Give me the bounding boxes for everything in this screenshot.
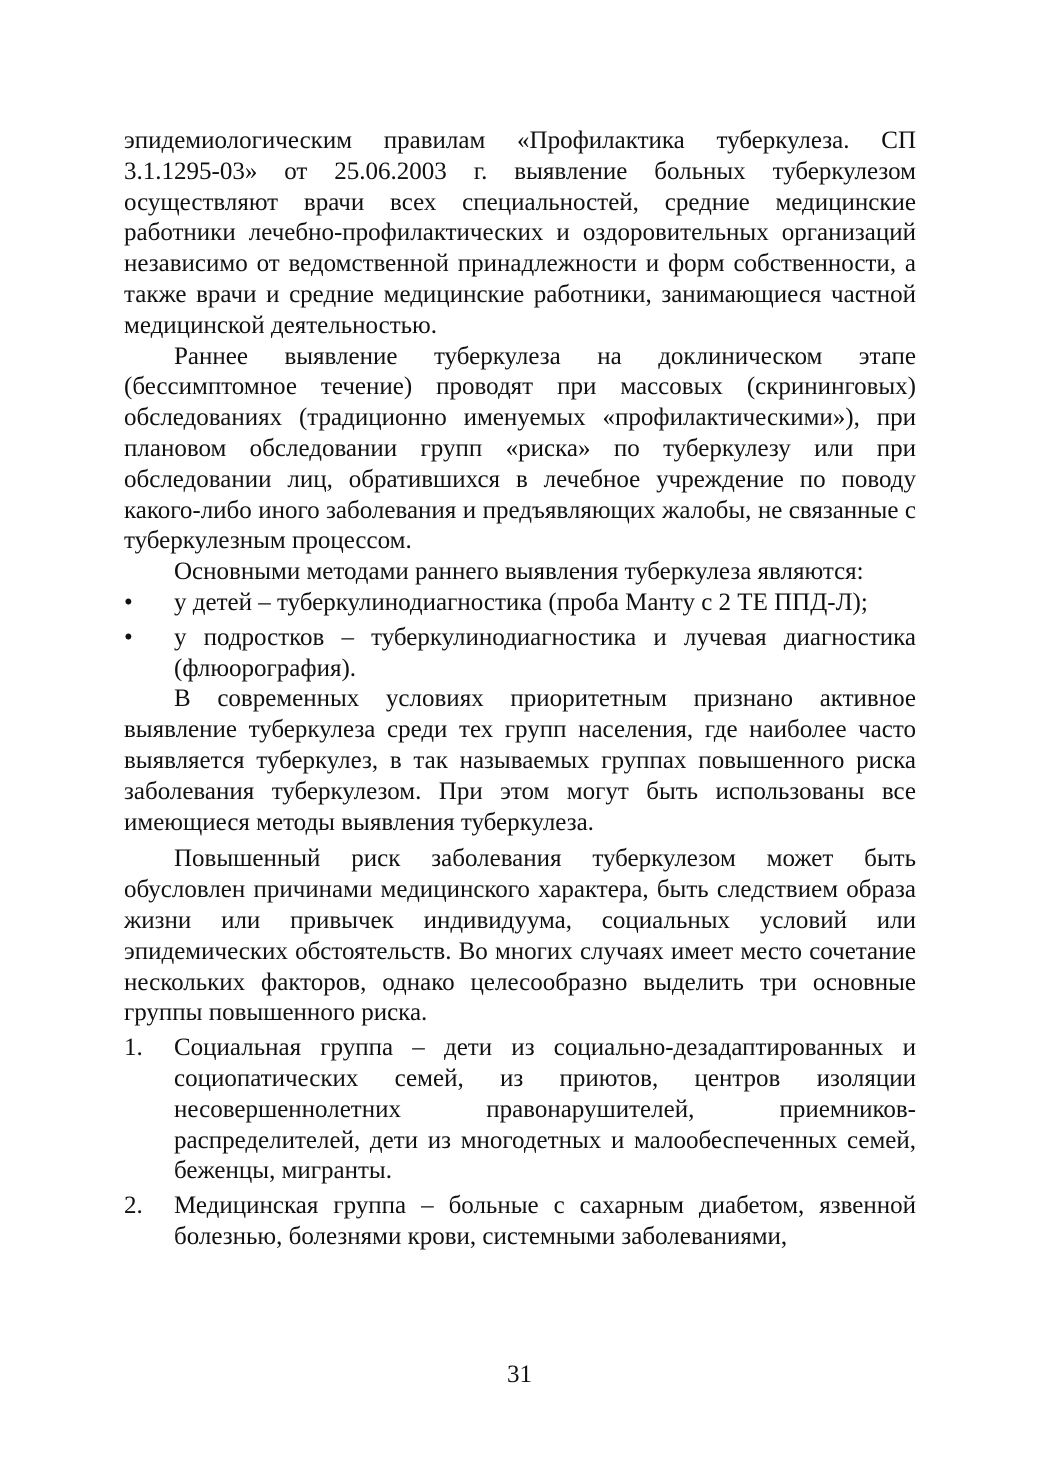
list-item [124,588,916,619]
list-item [124,1191,916,1253]
list-item-text: Социальная группа – дети из социально-дезадаптированных и социопатических семей, из приютов, центров изоляции несовершеннолетних правонарушителей, приемников-распределителей, дети из многодетных и малообеспеченных семей, беженцы, мигранты. [174,1034,916,1185]
paragraph: Основными методами раннего выявления туберкулеза являются: [174,558,864,586]
body-text [124,126,916,1253]
paragraph: В современных условиях приоритетным признано активное выявление туберкулеза среди тех групп населения, где наиболее часто выявляется туберкулез, в так называемых группах повышенного риска заболевания туберкулезом. При этом могут быть использованы все имеющиеся методы выявления туберкулеза. [124,685,916,836]
list-item [124,623,916,685]
number-marker: 1. [124,1034,143,1062]
number-marker: 2. [124,1192,143,1220]
paragraph: эпидемиологическим правилам «Профилактика туберкулеза. СП 3.1.1295-03» от 25.06.2003 г. выявление больных туберкулезом осуществляют врачи всех специальностей, средние медицинские работники лечебно-профилактических и оздоровительных организаций независимо от ведомственной принадлежности и форм собственности, а также врачи и средние медицинские работники, занимающиеся частной медицинской деятельностью. [124,127,916,339]
list-item-text: у подростков – туберкулинодиагностика и лучевая диагностика (флюорография). [174,623,916,682]
list-item-text: Медицинская группа – больные с сахарным диабетом, язвенной болезнью, болезнями крови, системными заболеваниями, [174,1192,916,1250]
bullet-marker: • [124,588,133,616]
list-item [124,1033,916,1187]
page-number: 31 [507,1361,532,1388]
paragraph: Повышенный риск заболевания туберкулезом может быть обусловлен причинами медицинского характера, быть следствием образа жизни или привычек индивидуума, социальных условий или эпидемических обстоятельств. Во многих случаях имеет место сочетание нескольких факторов, однако целесообразно выделить три основные группы повышенного риска. [124,845,916,1027]
paragraph: Раннее выявление туберкулеза на доклиническом этапе (бессимптомное течение) проводят при массовых (скрининговых) обследованиях (традиционно именуемых «профилактическими»), при плановом обследовании групп «риска» по туберкулезу или при обследовании лиц, обратившихся в лечебное учреждение по поводу какого-либо иного заболевания и предъявляющих жалобы, не связанные с туберкулезным процессом. [124,342,916,555]
bullet-list [124,588,916,684]
bullet-marker: • [124,623,133,651]
list-item-text: у детей – туберкулинодиагностика (проба Манту с 2 ТЕ ППД-Л); [174,588,868,616]
numbered-list [124,1033,916,1253]
